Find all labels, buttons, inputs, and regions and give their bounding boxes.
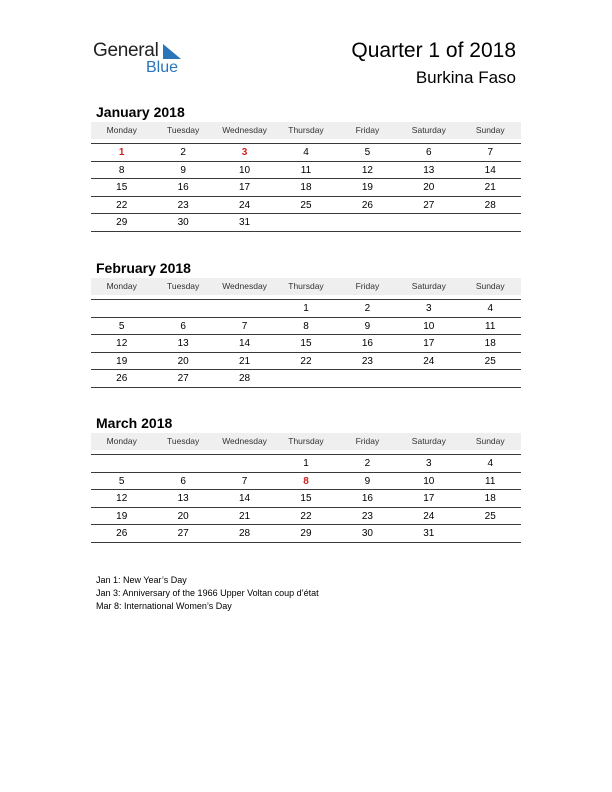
weekday-label: Thursday	[288, 125, 324, 135]
day-cell: 9	[364, 320, 371, 332]
month-block	[91, 259, 521, 388]
month-block	[91, 414, 521, 543]
day-cell: 21	[238, 510, 251, 522]
weekday-label: Monday	[106, 436, 137, 446]
day-cell: 27	[177, 373, 189, 384]
day-cell: 10	[238, 164, 251, 176]
day-cell: 13	[177, 493, 189, 504]
weekday-label: Sunday	[475, 281, 505, 291]
day-cell: 26	[116, 528, 128, 539]
day-cell: 30	[177, 217, 189, 228]
day-cell: 1	[303, 458, 309, 469]
day-cell: 7	[487, 147, 494, 158]
day-cell: 13	[177, 338, 189, 349]
day-cell: 22	[300, 355, 312, 367]
weekday-label: Saturday	[411, 125, 446, 135]
week-row	[91, 353, 521, 371]
weekday-header-row	[91, 433, 521, 450]
day-cell: 17	[423, 493, 435, 504]
month-title: January 2018	[96, 104, 185, 120]
day-cell	[214, 455, 275, 472]
weekday-label: Tuesday	[166, 125, 200, 135]
month-grid	[91, 122, 521, 232]
week-row	[91, 525, 521, 543]
day-cell	[398, 214, 459, 231]
country-name: Burkina Faso	[415, 68, 516, 87]
weekday-label: Friday	[355, 436, 380, 446]
weekday-label: Thursday	[288, 436, 324, 446]
day-cell: 17	[238, 182, 251, 193]
day-cell: 30	[361, 528, 373, 539]
weekday-header-row	[91, 122, 521, 139]
day-cell	[214, 300, 275, 317]
month-grid	[91, 278, 521, 388]
day-cell: 31	[238, 217, 251, 228]
weekday-label: Saturday	[411, 436, 446, 446]
weekday-label: Thursday	[288, 281, 324, 291]
day-cell: 14	[238, 493, 251, 504]
day-cell	[398, 370, 459, 387]
day-cell: 14	[238, 338, 251, 349]
day-cell: 24	[423, 355, 435, 367]
day-cell: 23	[177, 199, 189, 211]
weekday-label: Sunday	[475, 125, 505, 135]
day-cell: 28	[238, 373, 251, 384]
logo-triangle-icon	[161, 44, 181, 60]
day-cell: 16	[361, 338, 373, 349]
day-cell: 18	[484, 338, 496, 349]
day-cell: 23	[361, 510, 373, 522]
logo	[93, 40, 193, 80]
day-cell: 16	[177, 182, 189, 193]
day-cell: 5	[118, 475, 125, 487]
day-cell: 29	[300, 528, 312, 539]
weekday-label: Friday	[355, 281, 380, 291]
day-cell: 4	[487, 458, 494, 469]
day-cell: 24	[238, 199, 251, 211]
month-title: March 2018	[96, 415, 173, 431]
day-cell	[275, 370, 336, 387]
day-cell: 20	[177, 355, 189, 367]
month-grid	[91, 433, 521, 543]
day-cell: 22	[300, 510, 312, 522]
day-cell: 3	[426, 303, 432, 314]
weekday-header-row	[91, 278, 521, 295]
day-cell: 27	[177, 528, 189, 539]
day-cell: 18	[484, 493, 496, 504]
day-cell: 10	[423, 475, 435, 487]
day-cell: 26	[116, 373, 128, 384]
day-cell	[91, 300, 152, 317]
week-row	[91, 162, 521, 180]
day-cell: 26	[361, 199, 373, 211]
day-cell: 7	[241, 475, 248, 487]
day-cell: 15	[116, 182, 128, 193]
week-row	[91, 473, 521, 491]
day-cell: 19	[361, 182, 373, 193]
day-cell: 19	[116, 355, 128, 367]
day-cell: 25	[484, 355, 496, 367]
day-cell: 19	[116, 510, 128, 522]
weekday-label: Wednesday	[222, 281, 267, 291]
day-cell: 6	[426, 147, 432, 158]
day-cell: 16	[361, 493, 373, 504]
day-cell: 31	[423, 528, 435, 539]
day-cell: 28	[238, 528, 251, 539]
day-cell: 28	[484, 199, 496, 211]
day-cell: 21	[238, 355, 251, 367]
day-cell: 15	[300, 493, 312, 504]
weekday-label: Monday	[106, 281, 137, 291]
day-cell	[460, 525, 521, 542]
day-cell: 5	[118, 320, 125, 332]
logo-general-text: General	[93, 40, 159, 61]
weekday-label: Sunday	[475, 436, 505, 446]
day-cell: 27	[423, 199, 435, 211]
week-row	[91, 335, 521, 353]
day-cell	[275, 214, 336, 231]
day-cell: 1	[303, 303, 309, 314]
day-cell: 2	[364, 303, 371, 314]
weekday-label: Monday	[106, 125, 137, 135]
day-cell: 22	[116, 199, 128, 211]
weekday-label: Wednesday	[222, 436, 267, 446]
day-cell: 9	[180, 164, 186, 176]
day-cell	[460, 214, 521, 231]
day-cell: 6	[180, 475, 186, 487]
day-cell: 12	[116, 493, 128, 504]
day-cell: 18	[300, 182, 312, 193]
weekday-label: Friday	[355, 125, 380, 135]
day-cell: 10	[423, 320, 435, 332]
day-cell	[337, 370, 398, 387]
holiday-note: Jan 1: New Year’s Day	[96, 575, 187, 585]
day-cell: 20	[423, 182, 435, 193]
day-cell: 11	[485, 475, 496, 487]
day-cell: 3	[426, 458, 432, 469]
holiday-day-cell: 8	[303, 475, 309, 487]
day-cell	[460, 370, 521, 387]
week-row	[91, 318, 521, 336]
day-cell: 11	[485, 320, 496, 332]
day-cell: 2	[180, 147, 186, 158]
day-cell	[91, 455, 152, 472]
day-cell: 2	[364, 458, 371, 469]
day-cell: 21	[484, 182, 496, 193]
holiday-day-cell: 1	[118, 147, 125, 158]
week-row	[91, 490, 521, 508]
day-cell	[152, 300, 213, 317]
day-cell: 25	[300, 199, 312, 211]
day-cell: 14	[484, 164, 496, 176]
week-row	[91, 214, 521, 232]
day-cell: 24	[423, 510, 435, 522]
weekday-label: Tuesday	[166, 281, 200, 291]
month-title: February 2018	[96, 260, 191, 276]
day-cell	[337, 214, 398, 231]
day-cell	[152, 455, 213, 472]
day-cell: 8	[303, 320, 309, 332]
day-cell: 29	[116, 217, 128, 228]
day-cell: 7	[241, 320, 248, 332]
day-cell: 4	[487, 303, 494, 314]
day-cell: 8	[118, 164, 125, 176]
holiday-note: Jan 3: Anniversary of the 1966 Upper Voltan coup d’état	[96, 588, 319, 598]
weekday-label: Wednesday	[222, 125, 267, 135]
day-cell: 4	[303, 147, 309, 158]
day-cell: 23	[361, 355, 373, 367]
day-cell: 6	[180, 320, 186, 332]
weekday-label: Tuesday	[166, 436, 200, 446]
page-title: Quarter 1 of 2018	[351, 39, 516, 62]
day-cell: 11	[300, 164, 312, 176]
day-cell: 12	[361, 164, 373, 176]
day-cell: 20	[177, 510, 189, 522]
week-row	[91, 300, 521, 318]
day-cell: 25	[484, 510, 496, 522]
weekday-label: Saturday	[411, 281, 446, 291]
logo-blue-text: Blue	[146, 59, 179, 76]
week-row	[91, 508, 521, 526]
week-row	[91, 179, 521, 197]
day-cell: 5	[364, 147, 371, 158]
day-cell: 12	[116, 338, 128, 349]
week-row	[91, 144, 521, 162]
holiday-day-cell: 3	[241, 147, 248, 158]
holiday-notes	[96, 574, 319, 613]
week-row	[91, 455, 521, 473]
week-row	[91, 370, 521, 388]
day-cell: 13	[423, 164, 435, 176]
month-block	[91, 103, 521, 232]
day-cell: 15	[300, 338, 312, 349]
holiday-note: Mar 8: International Women’s Day	[96, 601, 232, 611]
week-row	[91, 197, 521, 215]
day-cell: 17	[423, 338, 435, 349]
day-cell: 9	[364, 475, 371, 487]
